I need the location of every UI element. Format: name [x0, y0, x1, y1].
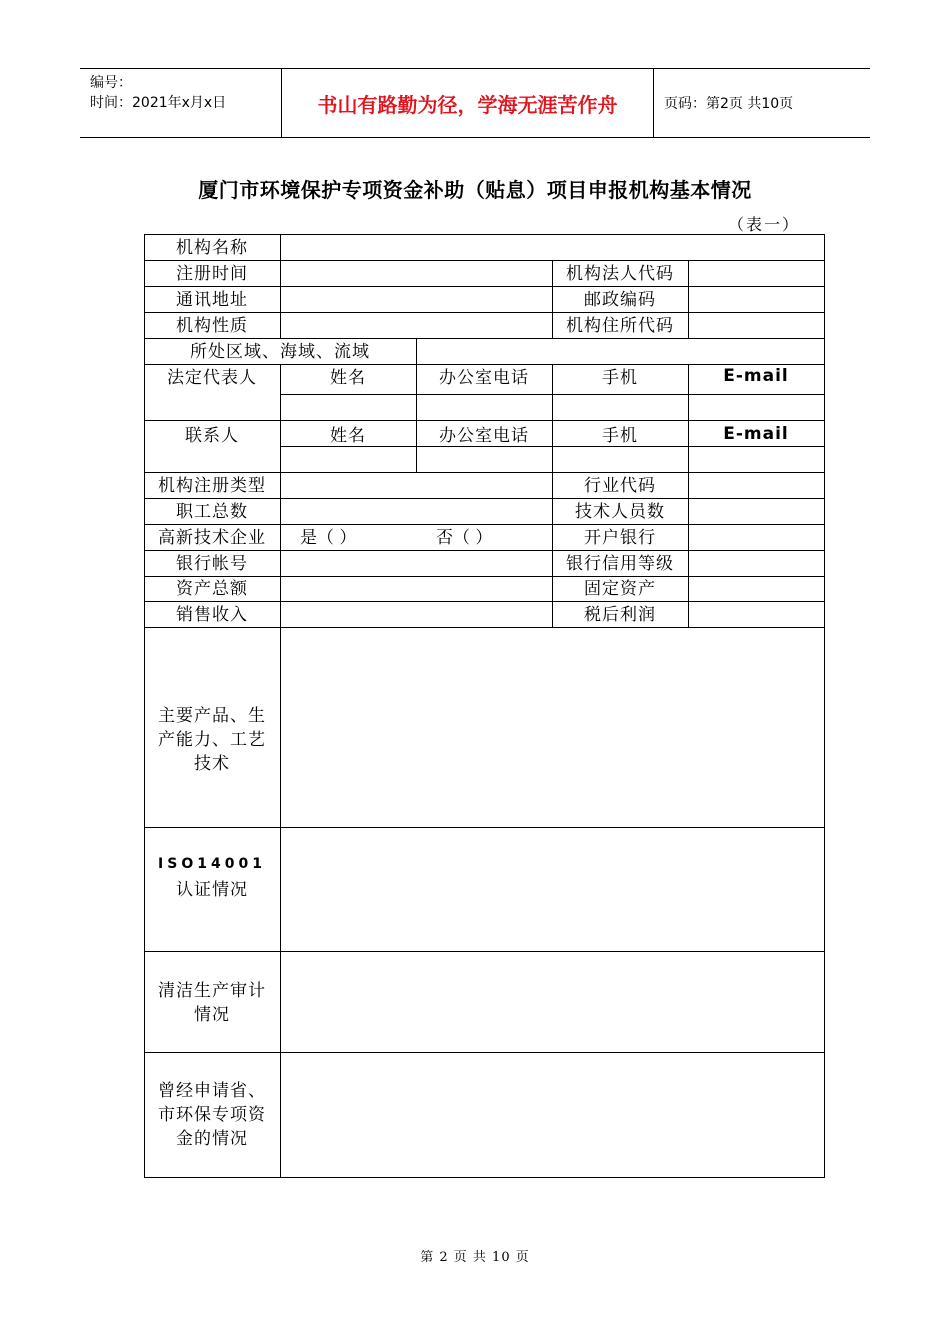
tech-staff-field[interactable]	[689, 499, 824, 524]
header-page-info: 页码：第2页 共10页	[664, 96, 794, 112]
prior-funding-field[interactable]	[281, 1053, 824, 1177]
label-contact-email: E-mail	[723, 424, 789, 444]
high-tech-no-option[interactable]: 否（ ）	[436, 528, 493, 548]
label-org-nature: 机构性质	[176, 316, 248, 336]
label-contact: 联系人	[185, 426, 239, 446]
legal-code-field[interactable]	[689, 261, 824, 286]
address-field[interactable]	[281, 287, 552, 312]
label-prior-funding: 曾经申请省、市环保专项资金的情况	[158, 1081, 266, 1149]
label-fixed-assets: 固定资产	[584, 579, 656, 599]
contact-mobile-field[interactable]	[553, 447, 688, 472]
bank-field[interactable]	[689, 525, 824, 550]
contact-office-phone-field[interactable]	[417, 447, 552, 472]
label-bank-account: 银行帐号	[176, 554, 248, 574]
label-address: 通讯地址	[176, 290, 248, 310]
label-legal-code: 机构法人代码	[566, 264, 674, 284]
label-bank: 开户银行	[584, 528, 656, 548]
fixed-assets-field[interactable]	[689, 577, 824, 601]
residence-code-field[interactable]	[689, 313, 824, 338]
postal-code-field[interactable]	[689, 287, 824, 312]
label-rep-email: E-mail	[723, 366, 789, 386]
label-industry-code: 行业代码	[584, 476, 656, 496]
clean-production-field[interactable]	[281, 952, 824, 1052]
reg-time-field[interactable]	[281, 261, 552, 286]
label-products: 主要产品、生产能力、工艺技术	[158, 706, 266, 774]
page-footer: 第 2 页 共 10 页	[420, 1250, 530, 1265]
label-contact-name: 姓名	[330, 426, 366, 446]
bank-credit-field[interactable]	[689, 551, 824, 576]
label-profit: 税后利润	[584, 605, 656, 625]
label-legal-rep: 法定代表人	[167, 368, 257, 388]
rep-office-phone-field[interactable]	[417, 395, 552, 420]
label-sales: 销售收入	[176, 605, 248, 625]
label-rep-mobile: 手机	[602, 368, 638, 388]
profit-field[interactable]	[689, 602, 824, 627]
label-org-name: 机构名称	[176, 238, 248, 258]
label-contact-office-phone: 办公室电话	[439, 426, 529, 446]
label-rep-name: 姓名	[330, 368, 366, 388]
staff-total-field[interactable]	[281, 499, 552, 524]
label-region: 所处区域、海域、流域	[190, 342, 370, 362]
document-title: 厦门市环境保护专项资金补助（贴息）项目申报机构基本情况	[198, 178, 752, 202]
label-postal-code: 邮政编码	[584, 290, 656, 310]
industry-code-field[interactable]	[689, 473, 824, 498]
label-rep-office-phone: 办公室电话	[439, 368, 529, 388]
sales-field[interactable]	[281, 602, 552, 627]
total-assets-field[interactable]	[281, 577, 552, 601]
label-reg-type: 机构注册类型	[158, 476, 266, 496]
org-name-field[interactable]	[281, 235, 824, 260]
region-field[interactable]	[417, 339, 824, 364]
rep-email-field[interactable]	[689, 395, 824, 420]
time-label: 时间：2021年x月x日	[90, 95, 227, 111]
label-staff-total: 职工总数	[176, 502, 248, 522]
label-reg-time: 注册时间	[176, 264, 248, 284]
rep-mobile-field[interactable]	[553, 395, 688, 420]
table-number: （表一）	[727, 215, 800, 234]
label-contact-mobile: 手机	[602, 426, 638, 446]
label-bank-credit: 银行信用等级	[566, 554, 674, 574]
org-nature-field[interactable]	[281, 313, 552, 338]
products-field[interactable]	[281, 628, 824, 827]
label-iso-code: ISO14001	[158, 856, 266, 872]
label-tech-staff: 技术人员数	[575, 502, 665, 522]
label-clean-production: 清洁生产审计情况	[158, 981, 266, 1025]
bank-account-field[interactable]	[281, 551, 552, 576]
high-tech-yes-option[interactable]: 是（ ）	[300, 528, 357, 548]
header-slogan: 书山有路勤为径，学海无涯苦作舟	[281, 69, 654, 137]
iso-field[interactable]	[281, 828, 824, 951]
number-label: 编号：	[90, 75, 132, 91]
label-total-assets: 资产总额	[176, 579, 248, 599]
label-iso-cert: 认证情况	[176, 880, 248, 900]
label-high-tech: 高新技术企业	[158, 528, 266, 548]
reg-type-field[interactable]	[281, 473, 552, 498]
label-residence-code: 机构住所代码	[566, 316, 674, 336]
contact-email-field[interactable]	[689, 447, 824, 472]
contact-name-field[interactable]	[281, 447, 416, 472]
rep-name-field[interactable]	[281, 395, 416, 420]
